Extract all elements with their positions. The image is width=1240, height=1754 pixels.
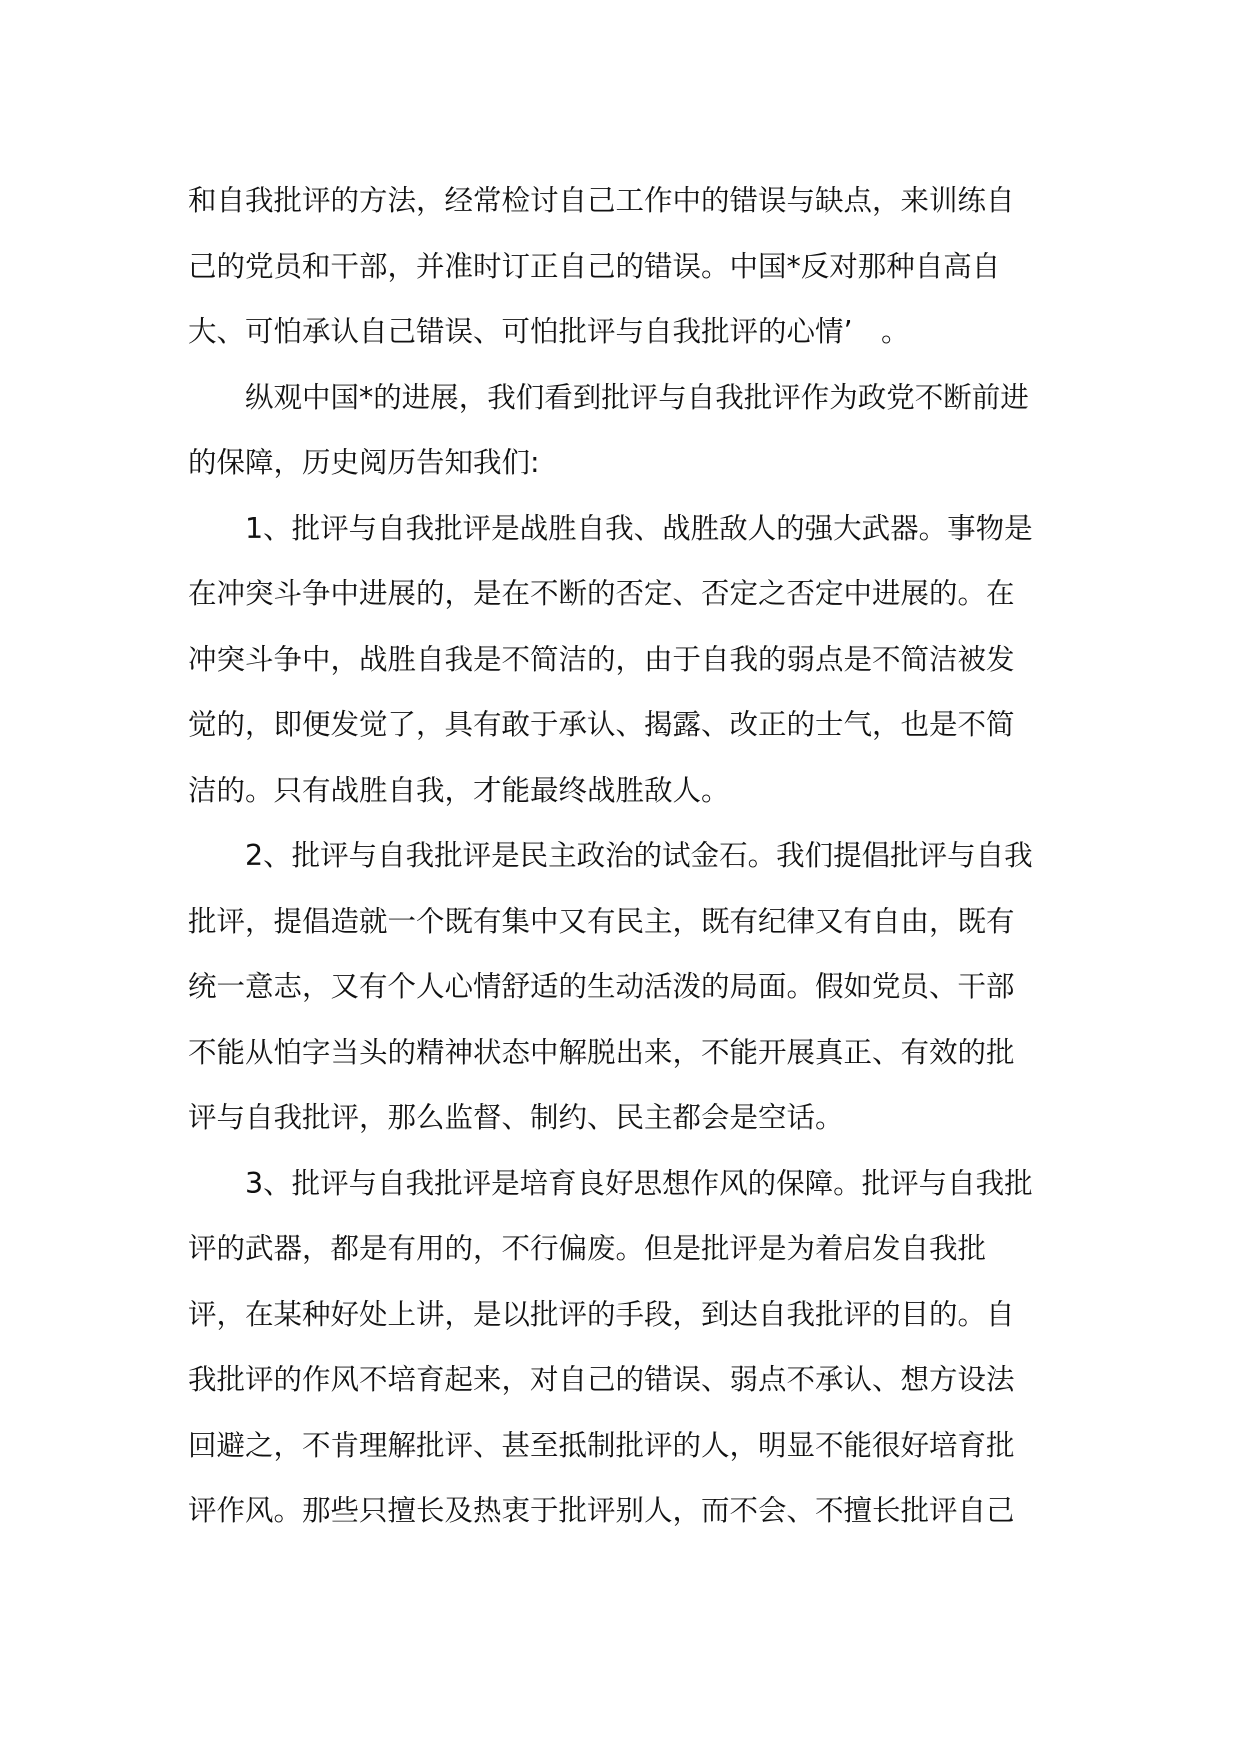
paragraph-start-line: 1、批评与自我批评是战胜自我、战胜敌人的强大武器。事物是 [245, 511, 1033, 545]
text-line: 统一意志，又有个人心情舒适的生动活泼的局面。假如党员、干部 [188, 970, 1015, 1003]
text-line: 己的党员和干部，并准时订正自己的错误。中国*反对那种自高自 [188, 249, 1001, 283]
text-line: 批评，提倡造就一个既有集中又有民主，既有纪律又有自由，既有 [188, 904, 1015, 938]
text-line: 评作风。那些只擅长及热衷于批评别人，而不会、不擅长批评自己 [188, 1494, 1015, 1527]
text-line: 我批评的作风不培育起来，对自己的错误、弱点不承认、想方设法 [188, 1363, 1015, 1396]
text-line: 评，在某种好处上讲，是以批评的手段，到达自我批评的目的。自 [188, 1297, 1015, 1331]
text-line: 觉的，即便发觉了，具有敢于承认、揭露、改正的士气，也是不简 [188, 708, 1015, 741]
text-line: 的保障，历史阅历告知我们: [188, 446, 540, 479]
text-line: 不能从怕字当头的精神状态中解脱出来，不能开展真正、有效的批 [188, 1035, 1015, 1069]
text-line: 大、可怕承认自己错误、可怕批评与自我批评的心情’ 。 [188, 315, 910, 348]
text-line: 洁的。只有战胜自我，才能最终战胜敌人。 [188, 773, 730, 807]
text-line: 在冲突斗争中进展的，是在不断的否定、否定之否定中进展的。在 [188, 577, 1015, 610]
text-line: 冲突斗争中，战胜自我是不简洁的，由于自我的弱点是不简洁被发 [188, 642, 1015, 676]
text-line: 评与自我批评，那么监督、制约、民主都会是空话。 [188, 1101, 844, 1134]
text-line: 回避之，不肯理解批评、甚至抵制批评的人，明显不能很好培育批 [188, 1428, 1015, 1462]
paragraph-start-line: 2、批评与自我批评是民主政治的试金石。我们提倡批评与自我 [245, 839, 1033, 872]
paragraph-start-line: 3、批评与自我批评是培育良好思想作风的保障。批评与自我批 [245, 1166, 1033, 1200]
text-line: 评的武器，都是有用的，不行偏废。但是批评是为着启发自我批 [188, 1232, 987, 1265]
document-body [188, 168, 1068, 1544]
text-line: 和自我批评的方法，经常检讨自己工作中的错误与缺点，来训练自 [188, 184, 1015, 217]
paragraph-start-line: 纵观中国*的进展，我们看到批评与自我批评作为政党不断前进 [245, 380, 1029, 414]
